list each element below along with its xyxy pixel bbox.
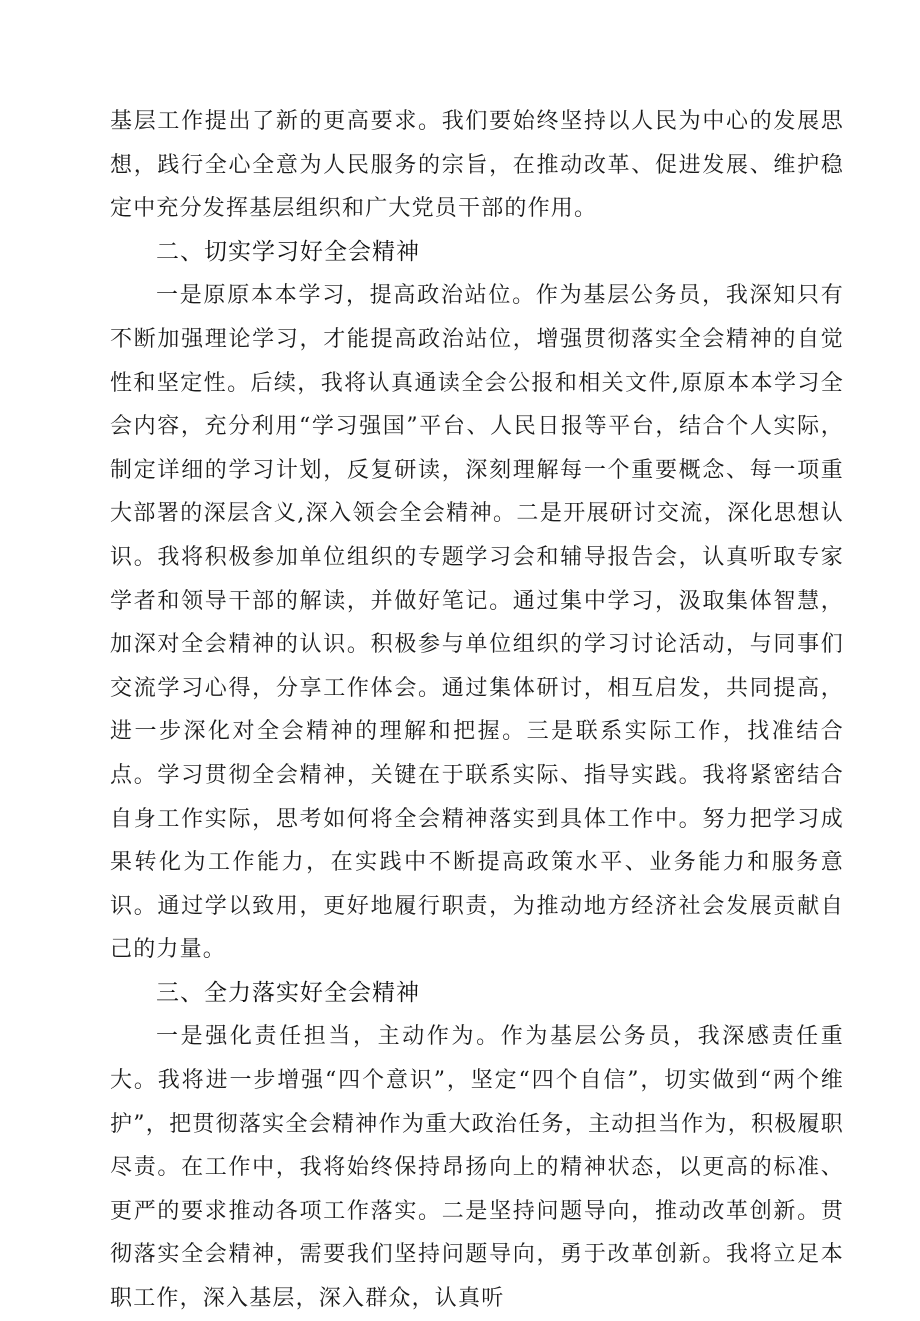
section-heading-study: 二、切实学习好全会精神 bbox=[156, 238, 420, 265]
paragraph-implement: 一是强化责任担当，主动作为。作为基层公务员，我深感责任重大。我将进一步增强“四个意识”，坚定“四个自信”，切实做到“两个维护”，把贯彻落实全会精神作为重大政治任务，主动担当作为，积极履职尽责。在工作中，我将始终保持昂扬向上的精神状态，以更高的标准、更严的要求推动各项工作落实。二是坚持问题导向，推动改革创新。贯彻落实全会精神，需要我们坚持问题导向，勇于改革创新。我将立足本职工作，深入基层，深入群众，认真听 bbox=[110, 1024, 844, 1312]
paragraph-intro: 基层工作提出了新的更高要求。我们要始终坚持以人民为中心的发展思想，践行全心全意为人民服务的宗旨，在推动改革、促进发展、维护稳定中充分发挥基层组织和广大党员干部的作用。 bbox=[110, 109, 844, 222]
document-body bbox=[110, 100, 844, 1321]
paragraph-study: 一是原原本本学习，提高政治站位。作为基层公务员，我深知只有不断加强理论学习，才能提高政治站位，增强贯彻落实全会精神的自觉性和坚定性。后续，我将认真通读全会公报和相关文件,原原本本学习全会内容，充分利用“学习强国”平台、人民日报等平台，结合个人实际，制定详细的学习计划，反复研读，深刻理解每一个重要概念、每一项重大部署的深层含义,深入领会全会精神。二是开展研讨交流，深化思想认识。我将积极参加单位组织的专题学习会和辅导报告会，认真听取专家学者和领导干部的解读，并做好笔记。通过集中学习，汲取集体智慧，加深对全会精神的认识。积极参与单位组织的学习讨论活动，与同事们交流学习心得，分享工作体会。通过集体研讨，相互启发，共同提高，进一步深化对全会精神的理解和把握。三是联系实际工作，找准结合点。学习贯彻全会精神，关键在于联系实际、指导实践。我将紧密结合自身工作实际，思考如何将全会精神落实到具体工作中。努力把学习成果转化为工作能力，在实践中不断提高政策水平、业务能力和服务意识。通过学以致用，更好地履行职责，为推动地方经济社会发展贡献自己的力量。 bbox=[110, 283, 844, 963]
section-heading-implement: 三、全力落实好全会精神 bbox=[156, 979, 420, 1006]
